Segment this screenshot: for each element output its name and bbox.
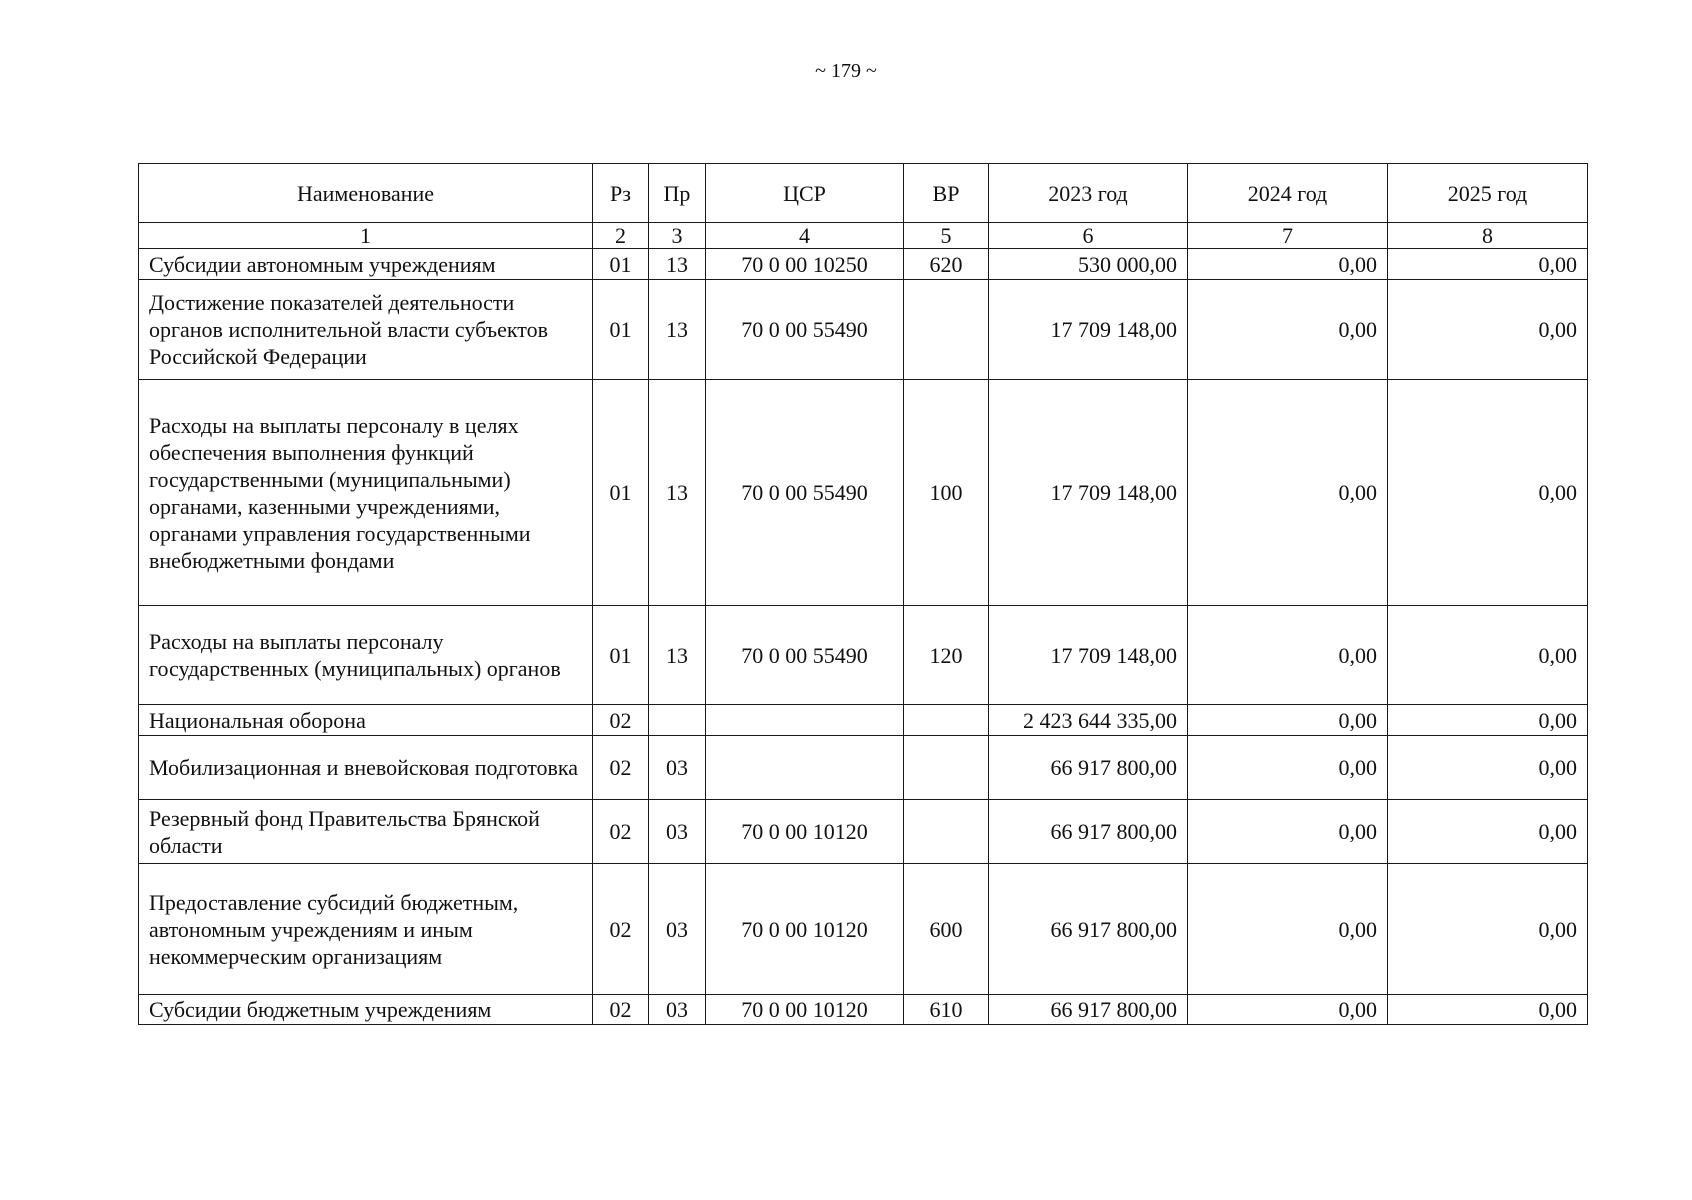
header-vr: ВР bbox=[904, 164, 989, 223]
table-row bbox=[139, 705, 1588, 736]
column-number-row bbox=[139, 223, 1588, 249]
row-vr: 100 bbox=[904, 380, 989, 606]
row-vr bbox=[904, 800, 989, 864]
table-row bbox=[139, 280, 1588, 380]
header-2024: 2024 год bbox=[1188, 164, 1388, 223]
row-name: Достижение показателей деятельности органов исполнительной власти субъектов Российской Федерации bbox=[139, 280, 593, 380]
row-csr bbox=[706, 736, 904, 800]
header-name: Наименование bbox=[139, 164, 593, 223]
row-rz: 01 bbox=[593, 280, 649, 380]
row-vr: 600 bbox=[904, 864, 989, 995]
row-csr: 70 0 00 55490 bbox=[706, 280, 904, 380]
header-row bbox=[139, 164, 1588, 223]
row-amount-2025: 0,00 bbox=[1388, 800, 1588, 864]
row-rz: 02 bbox=[593, 864, 649, 995]
row-csr: 70 0 00 10250 bbox=[706, 249, 904, 280]
table-row bbox=[139, 606, 1588, 705]
row-csr: 70 0 00 55490 bbox=[706, 380, 904, 606]
row-csr: 70 0 00 55490 bbox=[706, 606, 904, 705]
row-amount-2025: 0,00 bbox=[1388, 995, 1588, 1025]
row-amount-2023: 530 000,00 bbox=[989, 249, 1188, 280]
row-pr: 03 bbox=[649, 800, 706, 864]
row-name: Субсидии автономным учреждениям bbox=[139, 249, 593, 280]
row-amount-2024: 0,00 bbox=[1188, 800, 1388, 864]
row-amount-2025: 0,00 bbox=[1388, 606, 1588, 705]
row-pr: 13 bbox=[649, 249, 706, 280]
row-pr: 13 bbox=[649, 606, 706, 705]
header-csr: ЦСР bbox=[706, 164, 904, 223]
row-name: Расходы на выплаты персоналу в целях обеспечения выполнения функций государственными (муниципальными) органами, казенными учреждениями, органами управления государственными внебюджетными фондами bbox=[139, 380, 593, 606]
header-rz: Рз bbox=[593, 164, 649, 223]
row-amount-2025: 0,00 bbox=[1388, 736, 1588, 800]
row-amount-2023: 17 709 148,00 bbox=[989, 606, 1188, 705]
table-row bbox=[139, 995, 1588, 1025]
row-pr bbox=[649, 705, 706, 736]
header-2025: 2025 год bbox=[1388, 164, 1588, 223]
row-amount-2024: 0,00 bbox=[1188, 995, 1388, 1025]
row-amount-2024: 0,00 bbox=[1188, 249, 1388, 280]
column-number: 7 bbox=[1188, 223, 1388, 249]
row-rz: 02 bbox=[593, 705, 649, 736]
row-csr: 70 0 00 10120 bbox=[706, 995, 904, 1025]
row-vr bbox=[904, 705, 989, 736]
row-amount-2024: 0,00 bbox=[1188, 864, 1388, 995]
page-number: ~ 179 ~ bbox=[815, 60, 877, 82]
row-csr: 70 0 00 10120 bbox=[706, 800, 904, 864]
row-amount-2023: 66 917 800,00 bbox=[989, 864, 1188, 995]
column-number: 4 bbox=[706, 223, 904, 249]
row-name: Резервный фонд Правительства Брянской области bbox=[139, 800, 593, 864]
row-amount-2024: 0,00 bbox=[1188, 736, 1388, 800]
column-number: 3 bbox=[649, 223, 706, 249]
row-pr: 13 bbox=[649, 280, 706, 380]
row-name: Субсидии бюджетным учреждениям bbox=[139, 995, 593, 1025]
row-pr: 03 bbox=[649, 736, 706, 800]
budget-table bbox=[138, 163, 1588, 1025]
row-rz: 02 bbox=[593, 736, 649, 800]
row-name: Национальная оборона bbox=[139, 705, 593, 736]
row-vr: 120 bbox=[904, 606, 989, 705]
table-row bbox=[139, 380, 1588, 606]
header-pr: Пр bbox=[649, 164, 706, 223]
row-amount-2025: 0,00 bbox=[1388, 280, 1588, 380]
row-amount-2025: 0,00 bbox=[1388, 380, 1588, 606]
row-csr: 70 0 00 10120 bbox=[706, 864, 904, 995]
row-name: Предоставление субсидий бюджетным, автономным учреждениям и иным некоммерческим организациям bbox=[139, 864, 593, 995]
row-vr bbox=[904, 280, 989, 380]
row-amount-2023: 66 917 800,00 bbox=[989, 995, 1188, 1025]
row-rz: 02 bbox=[593, 800, 649, 864]
row-rz: 01 bbox=[593, 606, 649, 705]
row-vr: 620 bbox=[904, 249, 989, 280]
row-rz: 02 bbox=[593, 995, 649, 1025]
row-rz: 01 bbox=[593, 249, 649, 280]
row-amount-2024: 0,00 bbox=[1188, 705, 1388, 736]
row-vr: 610 bbox=[904, 995, 989, 1025]
row-amount-2025: 0,00 bbox=[1388, 864, 1588, 995]
row-pr: 03 bbox=[649, 995, 706, 1025]
row-csr bbox=[706, 705, 904, 736]
row-amount-2023: 17 709 148,00 bbox=[989, 380, 1188, 606]
row-rz: 01 bbox=[593, 380, 649, 606]
column-number: 5 bbox=[904, 223, 989, 249]
row-name: Расходы на выплаты персоналу государственных (муниципальных) органов bbox=[139, 606, 593, 705]
column-number: 6 bbox=[989, 223, 1188, 249]
row-pr: 13 bbox=[649, 380, 706, 606]
column-number: 1 bbox=[139, 223, 593, 249]
row-name: Мобилизационная и вневойсковая подготовка bbox=[139, 736, 593, 800]
table-row bbox=[139, 249, 1588, 280]
row-amount-2023: 66 917 800,00 bbox=[989, 800, 1188, 864]
row-vr bbox=[904, 736, 989, 800]
column-number: 2 bbox=[593, 223, 649, 249]
column-number: 8 bbox=[1388, 223, 1588, 249]
row-pr: 03 bbox=[649, 864, 706, 995]
row-amount-2025: 0,00 bbox=[1388, 249, 1588, 280]
table-row bbox=[139, 736, 1588, 800]
header-2023: 2023 год bbox=[989, 164, 1188, 223]
table-row bbox=[139, 864, 1588, 995]
row-amount-2024: 0,00 bbox=[1188, 280, 1388, 380]
row-amount-2023: 17 709 148,00 bbox=[989, 280, 1188, 380]
row-amount-2025: 0,00 bbox=[1388, 705, 1588, 736]
row-amount-2023: 2 423 644 335,00 bbox=[989, 705, 1188, 736]
table-row bbox=[139, 800, 1588, 864]
row-amount-2023: 66 917 800,00 bbox=[989, 736, 1188, 800]
row-amount-2024: 0,00 bbox=[1188, 380, 1388, 606]
row-amount-2024: 0,00 bbox=[1188, 606, 1388, 705]
